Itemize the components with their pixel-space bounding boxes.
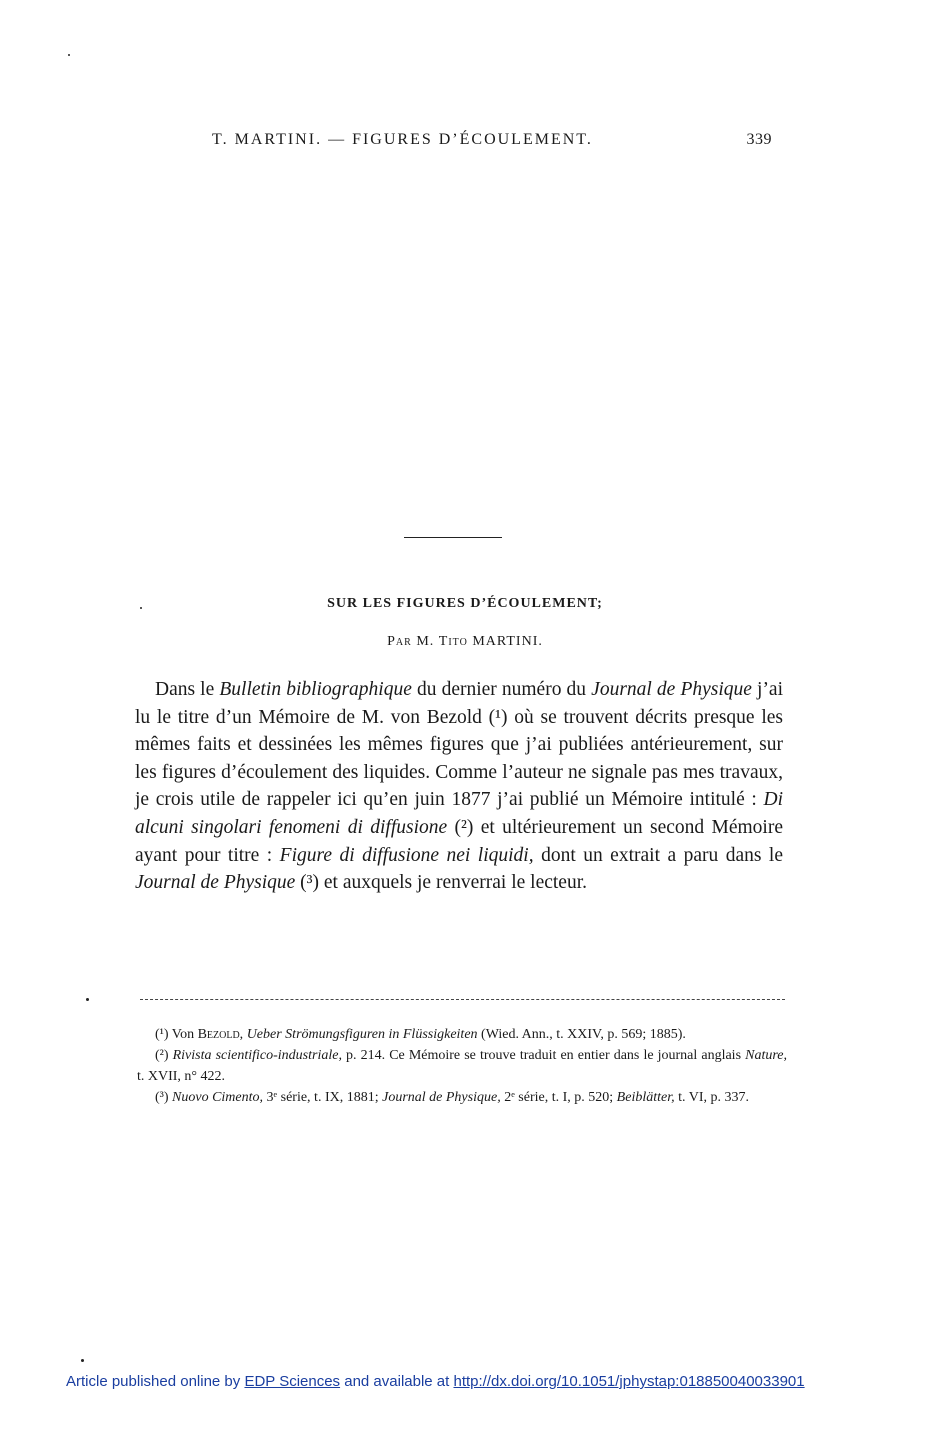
footnote-title: Rivista scientifico-industriale, [172, 1048, 342, 1063]
footnote-mark: (¹) Von [155, 1027, 198, 1042]
scan-speck [81, 1359, 84, 1362]
footnote-3 [137, 1087, 787, 1108]
footer-middle: and available at [340, 1373, 454, 1390]
running-header [212, 131, 772, 149]
footnote-text: 3ᵉ série, t. IX, 1881; [263, 1090, 383, 1105]
author-last-name: MARTINI. [472, 634, 543, 649]
running-title: T. MARTINI. — FIGURES D’ÉCOULEMENT. [212, 131, 593, 148]
footnote-2 [137, 1045, 787, 1087]
footnote-text: p. 214. Ce Mémoire se trouve traduit en entier dans le journal anglais [341, 1048, 746, 1063]
footnotes [137, 1024, 787, 1108]
footnote-text: t. XVII, n° 422. [137, 1069, 226, 1084]
scan-speck [68, 54, 70, 56]
footnote-text: (Wied. Ann., t. XXIV, p. 569; 1885). [477, 1027, 686, 1042]
publication-notice [66, 1373, 805, 1390]
footnote-text: t. VI, p. 337. [674, 1090, 750, 1105]
footnote-separator [140, 999, 785, 1000]
publisher-link[interactable]: EDP Sciences [244, 1373, 341, 1390]
footnote-title: Ueber Strömungsfiguren in Flüssigkeiten [246, 1027, 478, 1042]
body-italic-run: Journal de Physique [135, 872, 296, 894]
article-title: SUR LES FIGURES D’ÉCOULEMENT; [327, 596, 603, 611]
footnote-mark: (³) [155, 1090, 173, 1105]
body-italic-run: Di alcuni singolari fenomeni di diffusione [135, 789, 783, 838]
body-text-run: du dernier numéro du [411, 679, 592, 700]
page-number: 339 [746, 131, 772, 148]
body-paragraph [135, 676, 783, 897]
footnote-journal: Beiblätter, [616, 1090, 675, 1105]
body-italic-run: Journal de Physique [591, 679, 752, 700]
body-italic-run: Bulletin bibliographique [219, 679, 412, 700]
author-first-name: Tito [438, 634, 468, 649]
footnote-1 [137, 1024, 787, 1045]
footnote-journal: Nature, [745, 1048, 787, 1063]
footnote-mark: (²) [155, 1048, 173, 1063]
byline-prefix: Par M. [387, 634, 435, 649]
footer-prefix: Article published online by [66, 1373, 245, 1390]
scan-speck [86, 998, 89, 1001]
byline [0, 634, 930, 650]
doi-link[interactable]: http://dx.doi.org/10.1051/jphystap:018850040033901 [453, 1373, 805, 1390]
footnote-text: 2ᵉ série, t. I, p. 520; [500, 1090, 617, 1105]
footnote-journal: Journal de Physique, [382, 1090, 501, 1105]
section-divider [404, 537, 502, 538]
body-text-run: (²) et ultérieurement un second Mémoire ayant pour titre : [135, 816, 784, 866]
body-text-run: dont un extrait a paru dans le [533, 844, 783, 866]
body-italic-run: Figure di diffusione nei liquidi, [279, 844, 534, 866]
body-text-run: j’ai lu le titre d’un Mémoire de M. von Bezold (¹) où se trouvent décrits presque les mêmes faits et dessinées les mêmes figures que j’ai publiées antérieurement, sur les figures d’écoulement des liquides. Comme l’auteur ne signale pas mes travaux, je crois utile de rappeler ici qu’en juin 1877 j’ai publié un Mémoire intitulé : [135, 679, 784, 811]
body-text-run: (³) et auxquels je renverrai le lecteur. [295, 872, 587, 894]
footnote-title: Nuovo Cimento, [172, 1090, 264, 1105]
footnote-author: Bezold, [197, 1027, 244, 1042]
body-text-run: Dans le [155, 679, 220, 700]
